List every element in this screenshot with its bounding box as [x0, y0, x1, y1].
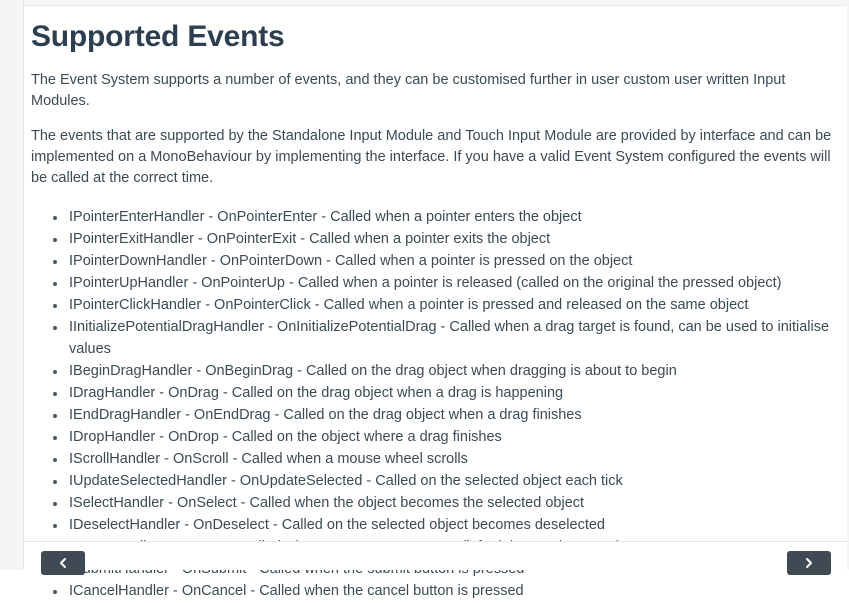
chevron-left-icon — [41, 557, 85, 569]
list-item: ICancelHandler - OnCancel - Called when the cancel button is pressed — [53, 581, 847, 603]
list-item: IPointerUpHandler - OnPointerUp - Called when a pointer is released (called on the original the pressed object) — [53, 273, 847, 295]
list-item: IScrollHandler - OnScroll - Called when a mouse wheel scrolls — [53, 449, 847, 471]
list-item: IPointerExitHandler - OnPointerExit - Called when a pointer exits the object — [53, 229, 847, 251]
previous-page-button[interactable] — [41, 551, 85, 575]
list-item: IUpdateSelectedHandler - OnUpdateSelected - Called on the selected object each tick — [53, 471, 847, 493]
list-item: IEndDragHandler - OnEndDrag - Called on the drag object when a drag finishes — [53, 405, 847, 427]
list-item: IDropHandler - OnDrop - Called on the object where a drag finishes — [53, 427, 847, 449]
list-item: IDragHandler - OnDrag - Called on the drag object when a drag is happening — [53, 383, 847, 405]
list-item: IDeselectHandler - OnDeselect - Called on the selected object becomes deselected — [53, 515, 847, 537]
intro-paragraph-2: The events that are supported by the Standalone Input Module and Touch Input Module are provided by interface and can be implemented on a MonoBehaviour by implementing the interface. If you have a valid Event System configured the events will be called at the correct time. — [31, 128, 832, 186]
list-item: IPointerDownHandler - OnPointerDown - Called when a pointer is pressed on the object — [53, 251, 847, 273]
next-page-button[interactable] — [787, 551, 831, 575]
list-item: IPointerClickHandler - OnPointerClick - Called when a pointer is pressed and released on the same object — [53, 295, 847, 317]
intro-paragraph-1: The Event System supports a number of events, and they can be customised further in user custom user written Input Modules. — [31, 72, 786, 109]
list-item: IInitializePotentialDragHandler - OnInitializePotentialDrag - Called when a drag target is found, can be used to initialise values — [53, 317, 847, 360]
left-rail — [0, 0, 24, 570]
list-item: ISelectHandler - OnSelect - Called when the object becomes the selected object — [53, 493, 847, 515]
page-title: Supported Events — [31, 20, 285, 53]
article-content — [31, 6, 847, 603]
list-item: IBeginDragHandler - OnBeginDrag - Called on the drag object when dragging is about to begin — [53, 361, 847, 383]
list-item: IPointerEnterHandler - OnPointerEnter - Called when a pointer enters the object — [53, 207, 847, 229]
footer-navigation — [24, 541, 847, 570]
chevron-right-icon — [787, 557, 831, 569]
